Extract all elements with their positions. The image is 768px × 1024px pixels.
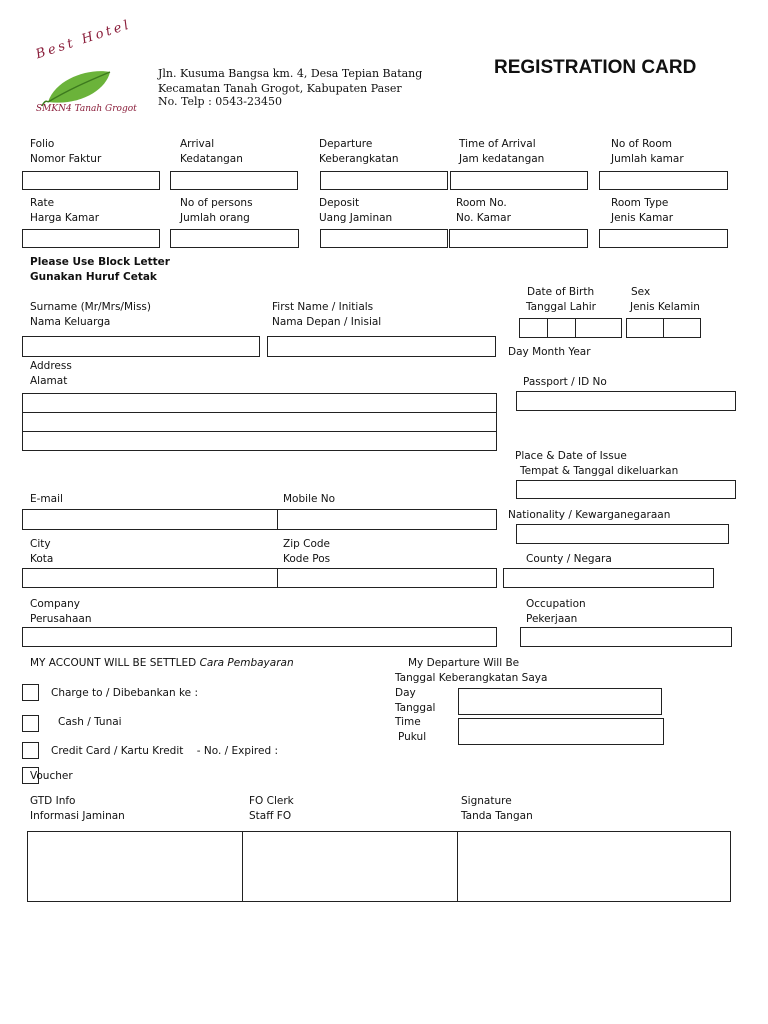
page-title: REGISTRATION CARD bbox=[494, 57, 697, 78]
passport-label: Passport / ID No bbox=[523, 376, 607, 388]
address-divider-2 bbox=[22, 431, 497, 432]
occupation-field[interactable] bbox=[520, 627, 732, 647]
email-label: E-mail bbox=[30, 493, 63, 505]
company-label: Company Perusahaan bbox=[30, 598, 92, 625]
voucher-label: Voucher bbox=[30, 770, 73, 782]
no-of-room-label: No of Room Jumlah kamar bbox=[611, 138, 684, 165]
credit-card-checkbox[interactable] bbox=[22, 742, 39, 759]
folio-label: Folio Nomor Faktur bbox=[30, 138, 102, 165]
departure-time-field[interactable] bbox=[458, 718, 664, 745]
no-of-persons-field[interactable] bbox=[170, 229, 299, 248]
city-field[interactable] bbox=[22, 568, 278, 588]
sex-field-2[interactable] bbox=[663, 318, 701, 338]
credit-card-label: Credit Card / Kartu Kredit - No. / Expired : bbox=[51, 745, 279, 757]
logo-text-top: Best Hotel bbox=[34, 17, 134, 63]
my-departure-label-id: Tanggal Keberangkatan Saya bbox=[395, 672, 548, 684]
time-of-arrival-field[interactable] bbox=[450, 171, 588, 190]
my-departure-label: My Departure Will Be bbox=[408, 657, 520, 669]
departure-day-label: Day Tanggal bbox=[395, 687, 436, 714]
issue-label: Place & Date of Issue Tempat & Tanggal dikeluarkan bbox=[515, 450, 679, 477]
sex-field-1[interactable] bbox=[626, 318, 664, 338]
fo-clerk-field[interactable] bbox=[243, 831, 457, 902]
address-field[interactable] bbox=[22, 393, 497, 451]
deposit-field[interactable] bbox=[320, 229, 448, 248]
country-field[interactable] bbox=[503, 568, 714, 588]
dob-year-field[interactable] bbox=[575, 318, 622, 338]
deposit-label: Deposit Uang Jaminan bbox=[319, 197, 393, 224]
arrival-field[interactable] bbox=[170, 171, 298, 190]
departure-field[interactable] bbox=[320, 171, 448, 190]
hotel-logo bbox=[28, 17, 138, 120]
folio-field[interactable] bbox=[22, 171, 160, 190]
passport-field[interactable] bbox=[516, 391, 736, 411]
cash-checkbox[interactable] bbox=[22, 715, 39, 732]
address-line-2: Kecamatan Tanah Grogot, Kabupaten Paser bbox=[158, 82, 402, 95]
arrival-label: Arrival Kedatangan bbox=[180, 138, 243, 165]
nationality-field[interactable] bbox=[516, 524, 729, 544]
city-label: City Kota bbox=[30, 538, 54, 565]
gtd-info-field[interactable] bbox=[27, 831, 243, 902]
logo-text-bottom: SMKN4 Tanah Grogot bbox=[36, 104, 137, 114]
departure-day-field[interactable] bbox=[458, 688, 662, 715]
mobile-label: Mobile No bbox=[283, 493, 336, 505]
address-line-1: Jln. Kusuma Bangsa km. 4, Desa Tepian Batang bbox=[158, 67, 423, 80]
charge-label: Charge to / Dibebankan ke : bbox=[51, 687, 199, 699]
room-no-label: Room No. No. Kamar bbox=[456, 197, 511, 224]
first-name-label: First Name / Initials Nama Depan / Inisial bbox=[272, 301, 382, 328]
departure-label: Departure Keberangkatan bbox=[319, 138, 399, 165]
company-field[interactable] bbox=[22, 627, 497, 647]
surname-field[interactable] bbox=[22, 336, 260, 357]
cash-label: Cash / Tunai bbox=[58, 716, 122, 728]
account-heading: MY ACCOUNT WILL BE SETTLED Cara Pembayaran bbox=[30, 657, 294, 669]
room-no-field[interactable] bbox=[449, 229, 588, 248]
dob-month-field[interactable] bbox=[547, 318, 576, 338]
dob-label: Date of Birth Tanggal Lahir bbox=[526, 286, 596, 313]
charge-checkbox[interactable] bbox=[22, 684, 39, 701]
first-name-field[interactable] bbox=[267, 336, 496, 357]
sex-label: Sex Jenis Kelamin bbox=[630, 286, 700, 313]
address-divider-1 bbox=[22, 412, 497, 413]
signature-field[interactable] bbox=[458, 831, 730, 902]
departure-time-label: Time Pukul bbox=[395, 716, 427, 743]
country-label: County / Negara bbox=[526, 553, 612, 565]
fo-clerk-label: FO Clerk Staff FO bbox=[249, 795, 294, 822]
dob-day-field[interactable] bbox=[519, 318, 548, 338]
zip-field[interactable] bbox=[277, 568, 497, 588]
room-type-label: Room Type Jenis Kamar bbox=[611, 197, 674, 224]
no-of-room-field[interactable] bbox=[599, 171, 728, 190]
rate-label: Rate Harga Kamar bbox=[30, 197, 100, 224]
time-of-arrival-label: Time of Arrival Jam kedatangan bbox=[459, 138, 545, 165]
address-label: Address Alamat bbox=[30, 360, 72, 387]
hotel-address bbox=[158, 66, 422, 109]
block-letter-note: Please Use Block Letter Gunakan Huruf Cetak bbox=[30, 256, 170, 283]
rate-field[interactable] bbox=[22, 229, 160, 248]
issue-field[interactable] bbox=[516, 480, 736, 499]
email-field[interactable] bbox=[22, 509, 278, 530]
room-type-field[interactable] bbox=[599, 229, 728, 248]
gtd-info-label: GTD Info Informasi Jaminan bbox=[30, 795, 125, 822]
dob-format-hint: Day Month Year bbox=[508, 346, 591, 358]
phone-number: No. Telp : 0543-23450 bbox=[158, 95, 283, 108]
no-of-persons-label: No of persons Jumlah orang bbox=[180, 197, 253, 224]
occupation-label: Occupation Pekerjaan bbox=[526, 598, 586, 625]
nationality-label: Nationality / Kewarganegaraan bbox=[508, 509, 671, 521]
mobile-field[interactable] bbox=[277, 509, 497, 530]
signature-label: Signature Tanda Tangan bbox=[461, 795, 533, 822]
surname-label: Surname (Mr/Mrs/Miss) Nama Keluarga bbox=[30, 301, 151, 328]
zip-label: Zip Code Kode Pos bbox=[283, 538, 331, 565]
